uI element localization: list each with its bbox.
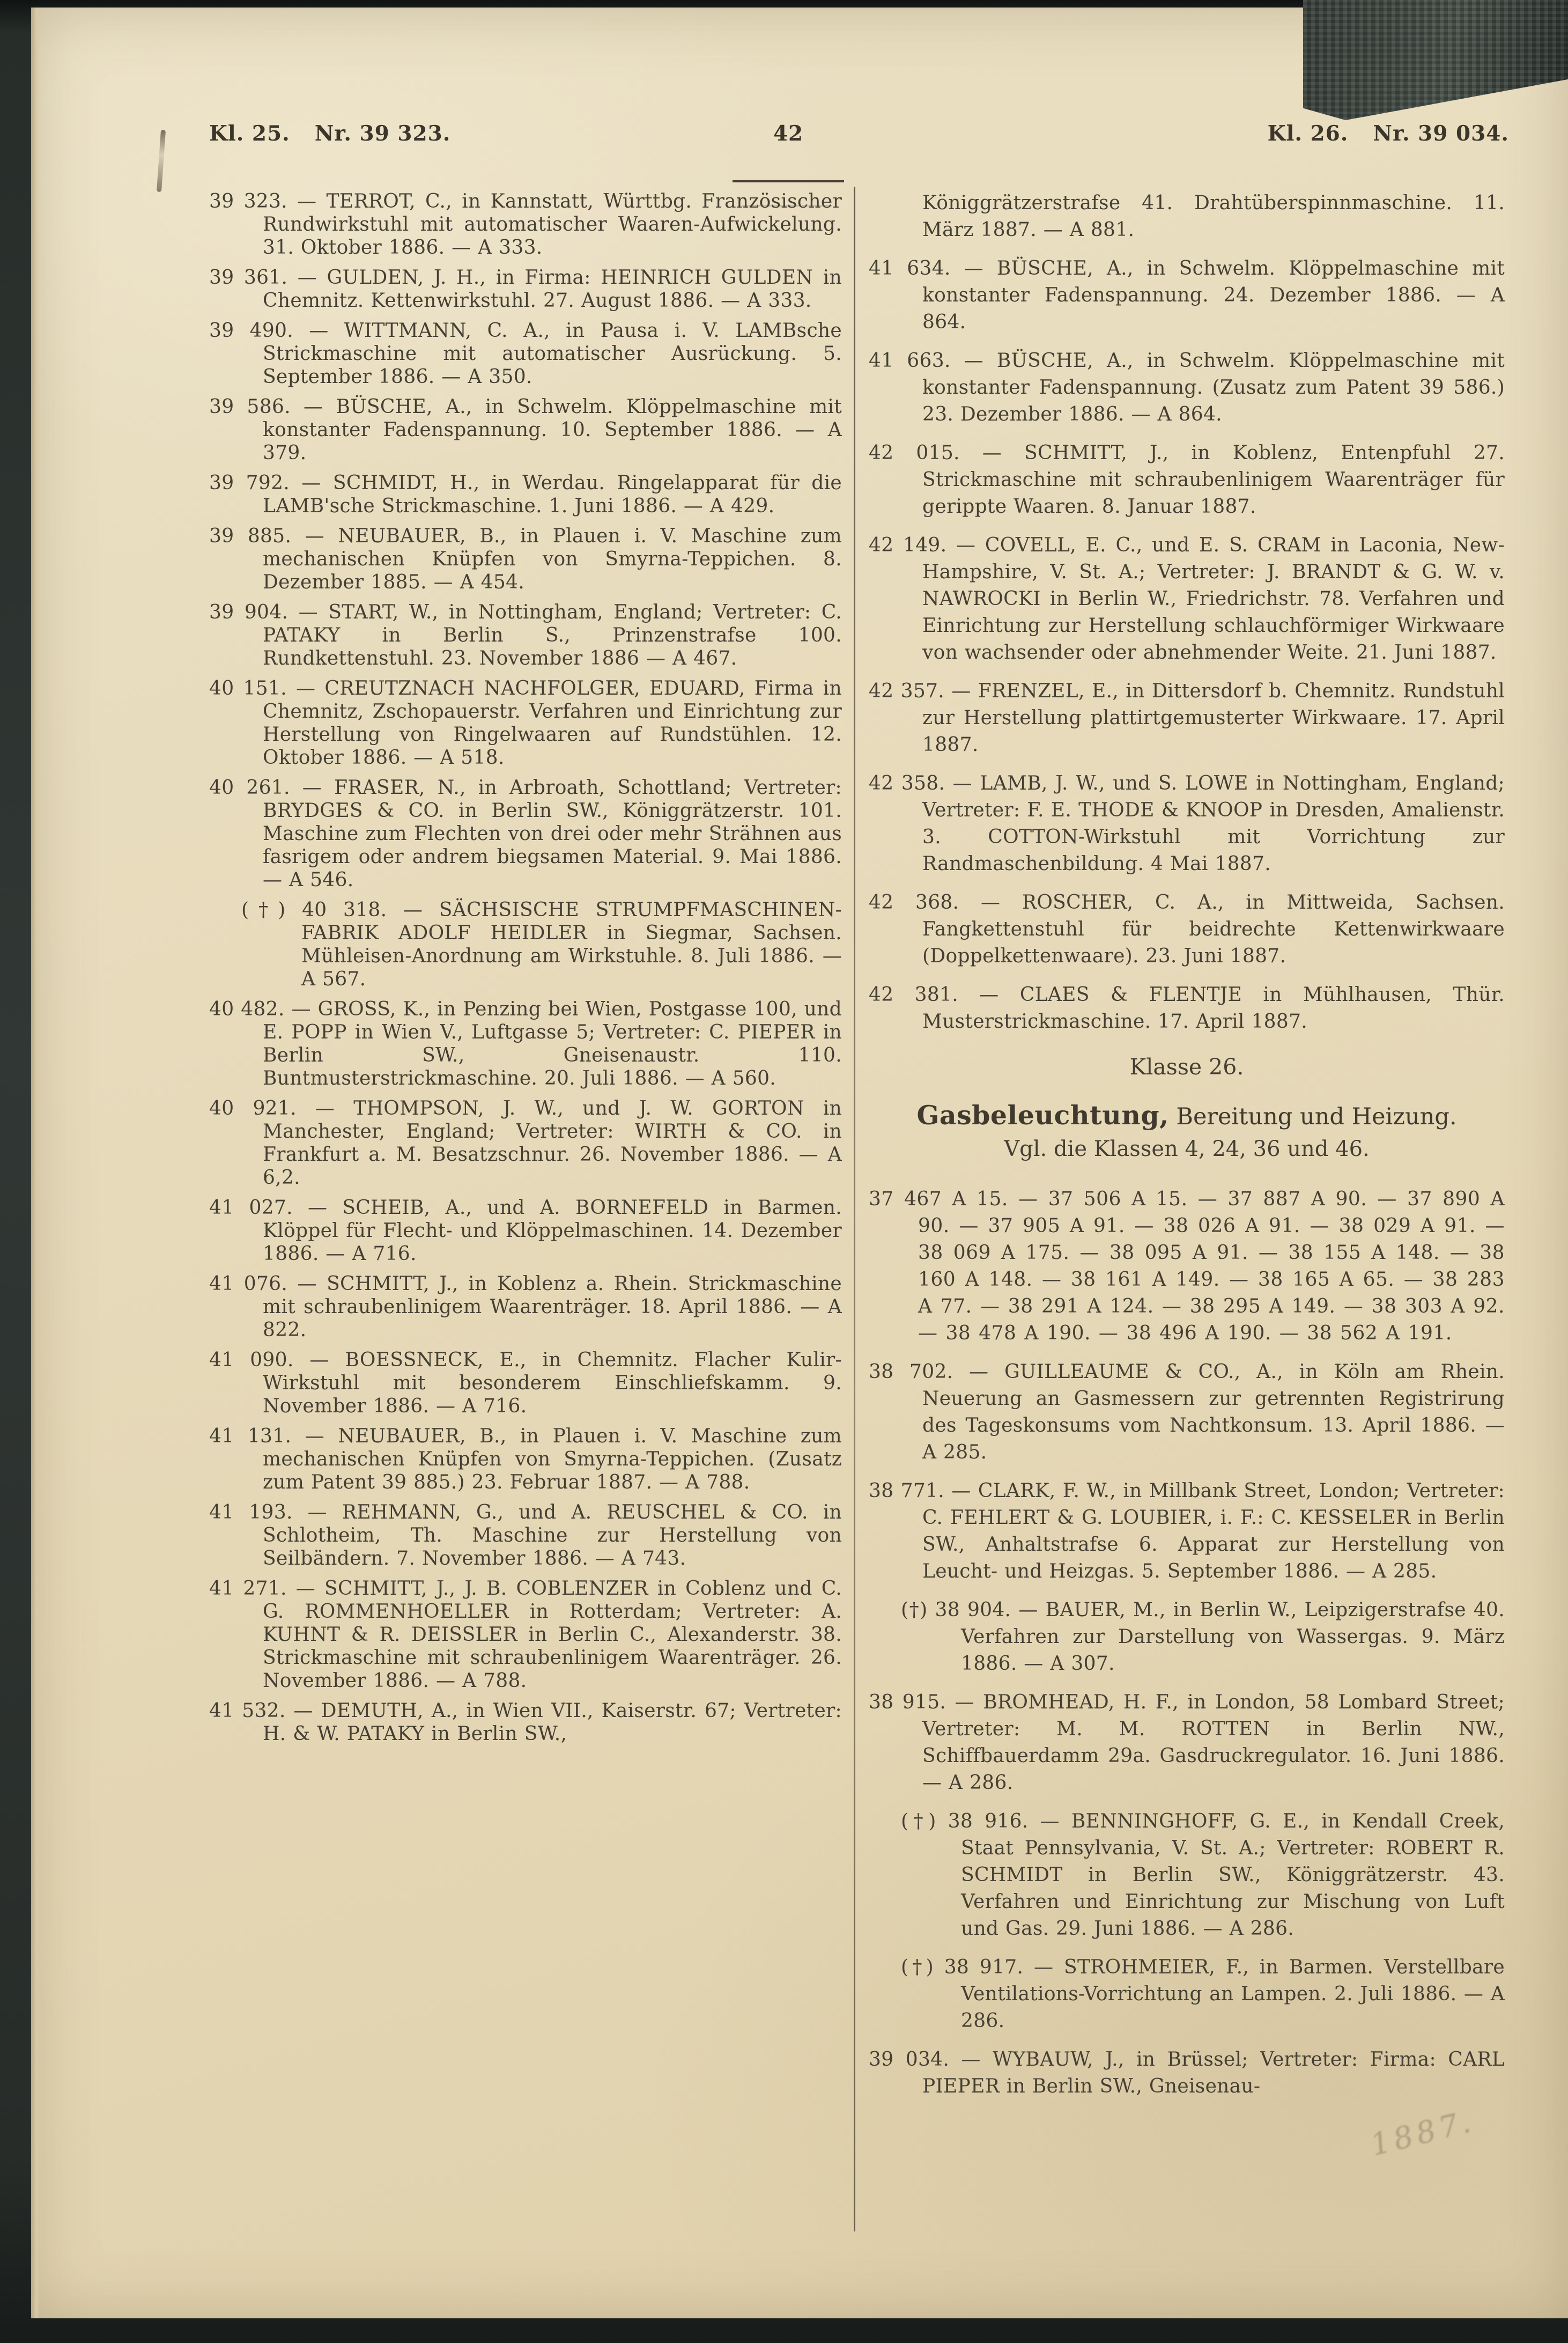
patent-entry: 39 792. — SCHMIDT, H., in Werdau. Ringelapparat für die LAMB'sche Strickmaschine. 1. Juni 1886. — A 429. bbox=[209, 472, 842, 517]
patent-entry: 40 261. — FRASER, N., in Arbroath, Schottland; Vertreter: BRYDGES & CO. in Berlin SW., Königgrätzerstr. 101. Maschine zum Flechten von drei oder mehr Strähnen aus fasrigem oder andrem biegsamen Material. 9. Mai 1886. — A 546. bbox=[209, 777, 842, 891]
patent-entry: 40 151. — CREUTZNACH NACHFOLGER, EDUARD, Firma in Chemnitz, Zschopauerstr. Verfahren und Einrichtung zur Herstellung von Ringelwaaren auf Rundstühlen. 12. Oktober 1886. — A 518. bbox=[209, 677, 842, 769]
patent-entry: 39 586. — BÜSCHE, A., in Schwelm. Klöppelmaschine mit konstanter Fadenspannung. 10. September 1886. — A 379. bbox=[209, 396, 842, 464]
column-divider bbox=[854, 187, 855, 2231]
patent-entry: 39 490. — WITTMANN, C. A., in Pausa i. V. LAMBsche Strickmaschine mit automatischer Ausrückung. 5. September 1886. — A 350. bbox=[209, 320, 842, 388]
patent-entry: 42 381. — CLAES & FLENTJE in Mühlhausen, Thür. Musterstrickmaschine. 17. April 1887. bbox=[869, 984, 1505, 1033]
patent-entry: (†) 38 916. — BENNINGHOFF, G. E., in Kendall Creek, Staat Pennsylvania, V. St. A.; Vertreter: ROBERT R. SCHMIDT in Berlin SW., Königgrätzerstr. 43. Verfahren und Einrichtung zur Mischung von Luft und Gas. 29. Juni 1886. — A 286. bbox=[901, 1810, 1505, 1940]
patent-entry: (†) 38 904. — BAUER, M., in Berlin W., Leipzigerstrafse 40. Verfahren zur Darstellung von Wassergas. 9. März 1886. — A 307. bbox=[901, 1599, 1505, 1675]
patent-entry: 38 915. — BROMHEAD, H. F., in London, 58 Lombard Street; Vertreter: M. M. ROTTEN in Berlin NW., Schiffbauerdamm 29a. Gasdruckregulator. 16. Juni 1886. — A 286. bbox=[869, 1691, 1505, 1794]
page-number-rule bbox=[733, 180, 844, 182]
patent-entry: 40 921. — THOMPSON, J. W., und J. W. GORTON in Manchester, England; Vertreter: WIRTH & CO. in Frankfurt a. M. Besatzschnur. 26. November 1886. — A 6,2. bbox=[209, 1097, 842, 1189]
left-column bbox=[209, 190, 842, 1752]
patent-entry: 40 482. — GROSS, K., in Penzing bei Wien, Postgasse 100, und E. POPP in Wien V., Luftgasse 5; Vertreter: C. PIEPER in Berlin SW., Gneisenaustr. 110. Buntmusterstrickmaschine. 20. Juli 1886. — A 560. bbox=[209, 998, 842, 1089]
patent-entry: 42 358. — LAMB, J. W., und S. LOWE in Nottingham, England; Vertreter: F. E. THODE & KNOOP in Dresden, Amalienstr. 3. COTTON-Wirkstuhl mit Vorrichtung zur Randmaschenbildung. 4 Mai 1887. bbox=[869, 772, 1505, 875]
class-26-section-heading bbox=[869, 1053, 1505, 1347]
patent-entry: 39 904. — START, W., in Nottingham, England; Vertreter: C. PATAKY in Berlin S., Prinzenstrafse 100. Rundkettenstuhl. 23. November 1886 — A 467. bbox=[209, 601, 842, 669]
patent-entry: 38 702. — GUILLEAUME & CO., A., in Köln am Rhein. Neuerung an Gasmessern zur getrennten Registrirung des Tageskonsums vom Nachtkonsum. 13. April 1886. — A 285. bbox=[869, 1361, 1505, 1463]
page-left-edge bbox=[31, 8, 40, 2318]
patent-entry: 42 368. — ROSCHER, C. A., in Mittweida, Sachsen. Fangkettenstuhl für beidrechte Kettenwirkwaare (Doppelkettenwaare). 23. Juni 1887. bbox=[869, 891, 1505, 967]
patent-entry: 41 193. — REHMANN, G., und A. REUSCHEL & CO. in Schlotheim, Th. Maschine zur Herstellung von Seilbändern. 7. November 1886. — A 743. bbox=[209, 1501, 842, 1570]
patent-entry: (†) 38 917. — STROHMEIER, F., in Barmen. Verstellbare Ventilations-Vorrichtung an Lampen. 2. Juli 1886. — A 286. bbox=[901, 1956, 1505, 2032]
ink-smudge bbox=[157, 130, 166, 192]
page-number: 42 bbox=[773, 121, 804, 146]
pencil-smudge: 1887. bbox=[1370, 2102, 1477, 2164]
patent-entry: (†) 40 318. — SÄCHSISCHE STRUMPFMASCHINEN-FABRIK ADOLF HEIDLER in Siegmar, Sachsen. Mühleisen-Anordnung am Wirkstuhle. 8. Juli 1886. — A 567. bbox=[241, 899, 842, 990]
patent-entry: 39 885. — NEUBAUER, B., in Plauen i. V. Maschine zum mechanischen Knüpfen von Smyrna-Teppichen. 8. Dezember 1885. — A 454. bbox=[209, 525, 842, 593]
patent-entry: 41 634. — BÜSCHE, A., in Schwelm. Klöppelmaschine mit konstanter Fadenspannung. 24. Dezember 1886. — A 864. bbox=[869, 257, 1505, 333]
header-left-number: Nr. 39 323. bbox=[314, 121, 451, 146]
patent-entry: 41 027. — SCHEIB, A., und A. BORNEFELD in Barmen. Klöppel für Flecht- und Klöppelmaschinen. 14. Dezember 1886. — A 716. bbox=[209, 1197, 842, 1265]
right-column-top-entries bbox=[869, 190, 1505, 1035]
header-right-number: Nr. 39 034. bbox=[1373, 121, 1509, 146]
patent-entry: 41 090. — BOESSNECK, E., in Chemnitz. Flacher Kulir-Wirkstuhl mit besonderem Einschliefskamm. 9. November 1886. — A 716. bbox=[209, 1349, 842, 1417]
gazette-page bbox=[31, 8, 1568, 2318]
patent-entry: 41 271. — SCHMITT, J., J. B. COBLENZER in Coblenz und C. G. ROMMENHOELLER in Rotterdam; Vertreter: A. KUHNT & R. DEISSLER in Berlin C., Alexanderstr. 38. Strickmaschine mit schraubenlinigem Waarenträger. 26. November 1886. — A 788. bbox=[209, 1578, 842, 1692]
section-title-rest: Bereitung und Heizung. bbox=[1168, 1103, 1457, 1130]
section-title-lead: Gasbeleuchtung, bbox=[916, 1100, 1169, 1131]
patent-entry: 41 131. — NEUBAUER, B., in Plauen i. V. Maschine zum mechanischen Knüpfen von Smyrna-Teppichen. (Zusatz zum Patent 39 885.) 23. Februar 1887. — A 788. bbox=[209, 1425, 842, 1493]
patent-entry: 39 361. — GULDEN, J. H., in Firma: HEINRICH GULDEN in Chemnitz. Kettenwirkstuhl. 27. August 1886. — A 333. bbox=[209, 267, 842, 312]
header-right-class: Kl. 26. bbox=[1267, 121, 1349, 146]
section-cross-reference: Vgl. die Klassen 4, 24, 36 und 46. bbox=[1004, 1137, 1370, 1161]
header-left bbox=[209, 121, 450, 146]
section-kicker: Klasse 26. bbox=[1129, 1054, 1244, 1080]
patent-entry: 39 034. — WYBAUW, J., in Brüssel; Vertreter: Firma: CARL PIEPER in Berlin SW., Gneisenau- bbox=[869, 2049, 1505, 2097]
section-title bbox=[869, 1102, 1505, 1130]
header-right bbox=[1268, 121, 1509, 146]
patent-entry: 41 076. — SCHMITT, J., in Koblenz a. Rhein. Strickmaschine mit schraubenlinigem Waarenträger. 18. April 1886. — A 822. bbox=[209, 1273, 842, 1341]
patent-entry: 38 771. — CLARK, F. W., in Millbank Street, London; Vertreter: C. FEHLERT & G. LOUBIER, i. F.: C. KESSELER in Berlin SW., Anhaltstrafse 6. Apparat zur Herstellung von Leucht- und Heizgas. 5. September 1886. — A 285. bbox=[869, 1480, 1505, 1582]
right-column bbox=[869, 190, 1505, 2112]
patent-entry: 42 015. — SCHMITT, J., in Koblenz, Entenpfuhl 27. Strickmaschine mit schraubenlinigem Waarenträger für gerippte Waaren. 8. Januar 1887. bbox=[869, 442, 1505, 518]
right-column-bottom-entries bbox=[869, 1359, 1505, 2100]
header-left-class: Kl. 25. bbox=[209, 121, 290, 146]
patent-entry: 41 663. — BÜSCHE, A., in Schwelm. Klöppelmaschine mit konstanter Fadenspannung. (Zusatz zum Patent 39 586.) 23. Dezember 1886. — A 864. bbox=[869, 350, 1505, 425]
patent-entry-continuation: Königgrätzerstrafse 41. Drahtüberspinnmaschine. 11. März 1887. — A 881. bbox=[922, 192, 1505, 241]
patent-entry: 41 532. — DEMUTH, A., in Wien VII., Kaiserstr. 67; Vertreter: H. & W. PATAKY in Berlin SW., bbox=[209, 1700, 842, 1745]
patent-entry: 39 323. — TERROT, C., in Kannstatt, Württbg. Französischer Rundwirkstuhl mit automatischer Waaren-Aufwickelung. 31. Oktober 1886. — A 333. bbox=[209, 190, 842, 259]
reference-number-list: 37 467 A 15. — 37 506 A 15. — 37 887 A 90. — 37 890 A 90. — 37 905 A 91. — 38 026 A 91. — 38 029 A 91. — 38 069 A 175. — 38 095 A 91. — 38 155 A 148. — 38 160 A 148. — 38 161 A 149. — 38 165 A 65. — 38 283 A 77. — 38 291 A 124. — 38 295 A 149. — 38 303 A 92. — 38 478 A 190. — 38 496 A 190. — 38 562 A 191. bbox=[869, 1188, 1505, 1344]
patent-entry: 42 357. — FRENZEL, E., in Dittersdorf b. Chemnitz. Rundstuhl zur Herstellung plattirtgemusterter Wirkwaare. 17. April 1887. bbox=[869, 680, 1505, 756]
patent-entry: 42 149. — COVELL, E. C., und E. S. CRAM in Laconia, New-Hampshire, V. St. A.; Vertreter: J. BRANDT & G. W. v. NAWROCKI in Berlin W., Friedrichstr. 78. Verfahren und Einrichtung zur Herstellung schlauchförmiger Wirkwaare von wachsender oder abnehmender Weite. 21. Juni 1887. bbox=[869, 534, 1505, 664]
